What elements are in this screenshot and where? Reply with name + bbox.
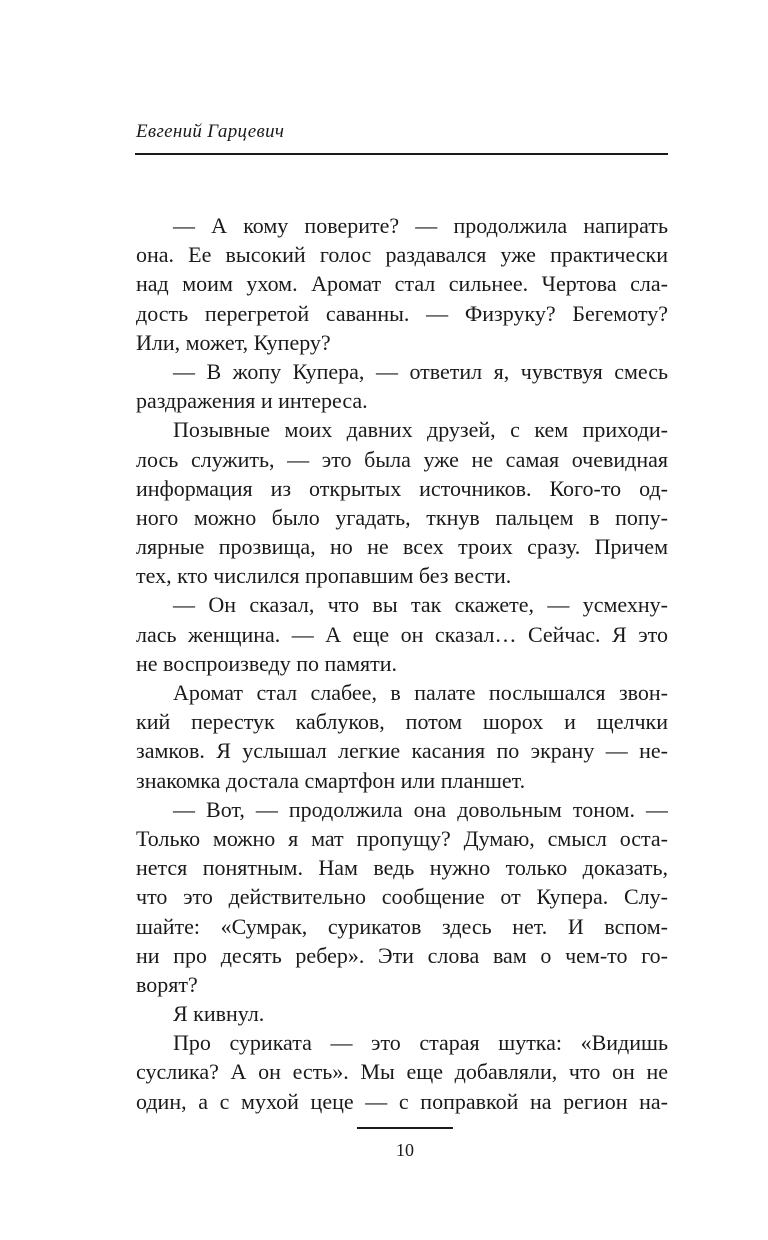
text-line: раздражения и интереса.: [136, 388, 368, 414]
text-line: она. Ее высокий голос раздавался уже практически: [136, 242, 668, 268]
text-line: кий перестук каблуков, потом шорох и щелчки: [136, 709, 668, 735]
text-line: Про суриката — это старая шутка: «Видишь: [173, 1030, 668, 1056]
text-line: лась женщина. — А еще он сказал… Сейчас. Я это: [136, 621, 668, 647]
text-line: знакомка достала смартфон или планшет.: [136, 767, 526, 793]
text-line: шайте: «Сумрак, сурикатов здесь нет. И вспом-: [136, 913, 668, 939]
text-line: — Вот, — продолжила она довольным тоном. —: [173, 796, 668, 822]
page-number: 10: [396, 1140, 414, 1160]
text-line: ни про десять ребер». Эти слова вам о чем-то го-: [136, 942, 668, 968]
text-line: лярные прозвища, но не всех троих сразу. Причем: [136, 534, 668, 560]
text-line: один, а с мухой цеце — с поправкой на регион на-: [136, 1088, 668, 1114]
text-line: ного можно было угадать, ткнув пальцем в попу-: [136, 504, 668, 530]
text-line: — А кому поверите? — продолжила напирать: [173, 213, 668, 238]
text-line: — В жопу Купера, — ответил я, чувствуя смесь: [173, 358, 668, 384]
text-line: Позывные моих давних друзей, с кем приходи-: [173, 417, 668, 443]
text-line: информация из открытых источников. Кого-то од-: [136, 475, 668, 501]
text-line: Я кивнул.: [173, 1001, 265, 1027]
footer-rule: [357, 1127, 453, 1129]
text-line: Аромат стал слабее, в палате послышался звон-: [173, 680, 668, 705]
header-rule: [135, 153, 668, 155]
text-line: суслика? А он есть». Мы еще добавляли, что он не: [136, 1059, 668, 1085]
text-line: ворят?: [136, 971, 198, 997]
running-head-author: Евгений Гарцевич: [136, 121, 285, 142]
text-line: не воспроизведу по памяти.: [136, 650, 397, 676]
text-line: дость перегретой саванны. — Физруку? Бегемоту?: [136, 300, 668, 326]
text-line: — Он сказал, что вы так скажете, — усмехну-: [173, 592, 668, 618]
text-line: нется понятным. Нам ведь нужно только доказать,: [136, 855, 668, 881]
body-text: [136, 211, 668, 1116]
text-line: замков. Я услышал легкие касания по экрану — не-: [136, 738, 668, 764]
text-line: лось служить, — это была уже не самая очевидная: [136, 446, 668, 472]
text-line: над моим ухом. Аромат стал сильнее. Чертова сла-: [136, 271, 668, 297]
text-line: Только можно я мат пропущу? Думаю, смысл оста-: [136, 825, 668, 851]
text-line: Или, может, Куперу?: [136, 329, 331, 355]
text-line: тех, кто числился пропавшим без вести.: [136, 563, 512, 589]
text-line: что это действительно сообщение от Купера. Слу-: [136, 884, 668, 910]
